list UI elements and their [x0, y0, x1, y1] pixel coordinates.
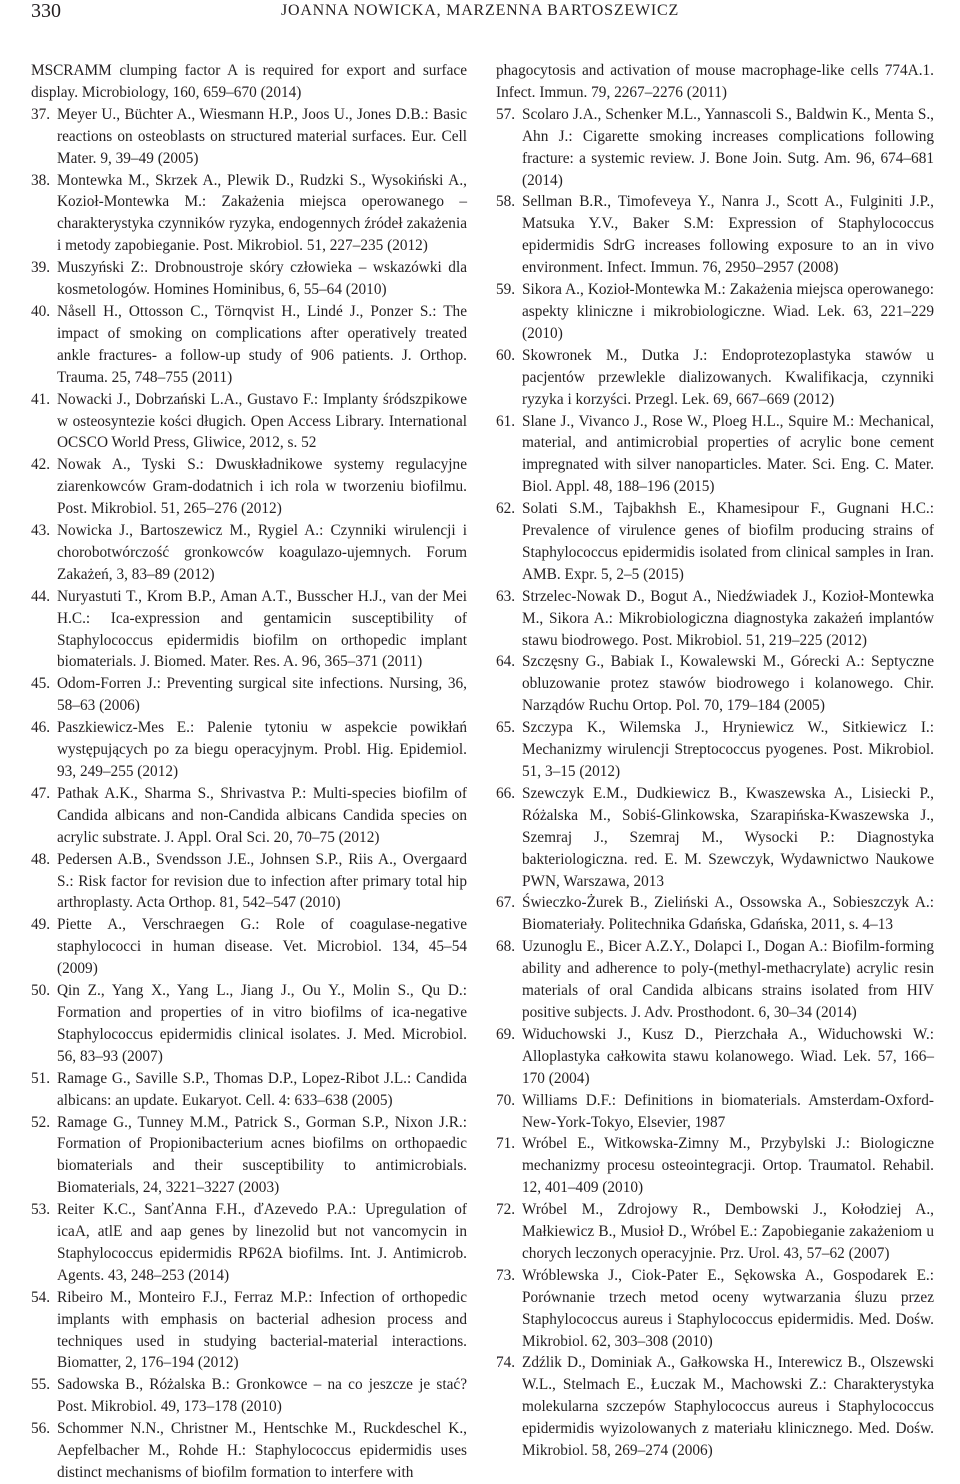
reference-text: Szczypa K., Wilemska J., Hryniewicz W., Sitkiewicz I.: Mechanizmy wirulencji Streptococcus pyogenes. Post. Mikrobiol. 51, 3–15 (2012)	[522, 719, 934, 780]
reference-text: Ramage G., Saville S.P., Thomas D.P., Lopez-Ribot J.L.: Candida albicans: an update. Eukaryot. Cell. 4: 633–638 (2005)	[57, 1069, 467, 1109]
reference-item	[496, 1133, 934, 1199]
reference-item	[31, 520, 467, 586]
reference-text: MSCRAMM clumping factor A is required for export and surface display. Microbiology, 160, 659–670 (2014)	[31, 62, 467, 101]
reference-number: 58.	[496, 193, 516, 211]
reference-item	[496, 1265, 934, 1353]
reference-number: 69.	[496, 1025, 516, 1043]
reference-item	[31, 586, 467, 674]
reference-number: 64.	[496, 653, 516, 671]
reference-item	[31, 849, 467, 915]
reference-text: Świeczko-Żurek B., Zieliński A., Ossowska A., Sobieszczyk A.: Biomateriały. Politechnika Gdańska, Gdańska, 2011, s. 4–13	[522, 894, 934, 934]
reference-item	[31, 389, 467, 455]
reference-text: Wróbel M., Zdrojowy R., Dembowski J., Kołodziej A., Małkiewicz B., Musioł D., Wróbel E.: Zapobieganie zakażeniom u chorych leczonych operacyjnie. Prz. Urol. 43, 57–62 (2007)	[522, 1201, 934, 1262]
reference-item	[31, 1287, 467, 1375]
reference-number: 40.	[31, 302, 51, 320]
reference-item	[31, 717, 467, 783]
reference-text: Wróbel E., Witkowska-Zimny M., Przybylski J.: Biologiczne mechanizmy procesu osteointegracji. Ortop. Traumatol. Rehabil. 12, 401–409 (2010)	[522, 1135, 934, 1197]
reference-text: Nowacki J., Dobrzański L.A., Gustavo F.: Implanty śródszpikowe w osteosyntezie kości długich. Open Access Library. International OCSCO World Press, Gliwice, 2012, s. 52	[57, 390, 467, 452]
reference-item	[31, 1199, 467, 1287]
reference-text: Nuryastuti T., Krom B.P., Aman A.T., Busscher H.J., van der Mei H.C.: Ica-expression and gentamicin susceptibility of Staphylococcus epidermidis biofilm on orthopedic implant biomaterials. J. Biomed. Mater. Res. A. 96, 365–371 (2011)	[57, 587, 467, 671]
reference-number: 61.	[496, 412, 516, 430]
reference-text: Odom-Forren J.: Preventing surgical site infections. Nursing, 36, 58–63 (2006)	[57, 675, 467, 715]
reference-number: 46.	[31, 719, 51, 737]
reference-number: 65.	[496, 719, 516, 737]
reference-number: 63.	[496, 587, 516, 605]
reference-text: Nowicka J., Bartoszewicz M., Rygiel A.: Czynniki wirulencji i chorobotwórczość gronkowców koagulazo-ujemnych. Forum Zakażeń, 3, 83–89 (2012)	[57, 522, 467, 583]
reference-item	[496, 498, 934, 586]
reference-item	[496, 1090, 934, 1134]
reference-item	[31, 170, 467, 258]
reference-text: Pedersen A.B., Svendsson J.E., Johnsen S.P., Riis A., Overgaard S.: Risk factor for revision due to infection after primary total hip arthroplasty. Acta Orthop. 81, 542–547 (2010)	[57, 850, 467, 912]
reference-number: 49.	[31, 916, 51, 934]
reference-item	[31, 1374, 467, 1418]
reference-item	[496, 279, 934, 345]
reference-item	[31, 1112, 467, 1200]
reference-text: Meyer U., Büchter A., Wiesmann H.P., Joos U., Jones D.B.: Basic reactions on osteoblasts on structured material surfaces. Eur. Cell Mater. 9, 39–49 (2005)	[57, 105, 467, 167]
page-number: 330	[31, 0, 61, 22]
reference-item	[496, 411, 934, 499]
reference-number: 56.	[31, 1420, 51, 1438]
reference-item	[496, 345, 934, 411]
reference-number: 60.	[496, 346, 516, 364]
reference-item	[496, 586, 934, 652]
reference-item	[496, 936, 934, 1024]
reference-number: 71.	[496, 1135, 516, 1153]
reference-text: Sadowska B., Różalska B.: Gronkowce – na co jeszcze je stać? Post. Mikrobiol. 49, 173–178 (2010)	[57, 1376, 467, 1416]
reference-text: Szewczyk E.M., Dudkiewicz B., Kwaszewska A., Lisiecki P., Różalska M., Sobiś-Glinkowska, Szarapińska-Kwaszewska J., Szemraj J., Szemraj M., Wysocki P.: Diagnostyka bakteriologiczna. red. E. M. Szewczyk, Wydawnictwo Naukowe PWN, Warszawa, 2013	[522, 784, 934, 890]
reference-number: 55.	[31, 1376, 51, 1394]
reference-text: Schommer N.N., Christner M., Hentschke M., Ruckdeschel K., Aepfelbacher M., Rohde H.: Staphylococcus epidermidis uses distinct mechanisms of biofilm formation to interfere with	[57, 1420, 467, 1481]
reference-item	[31, 673, 467, 717]
reference-number: 59.	[496, 281, 516, 299]
reference-item	[496, 651, 934, 717]
reference-number: 45.	[31, 675, 51, 693]
reference-number: 43.	[31, 522, 51, 540]
reference-text: Uzunoglu E., Bicer A.Z.Y., Dolapci I., Dogan A.: Biofilm-forming ability and adherence to poly-(methyl-methacrylate) acrylic resin materials of oral Candida albicans strains isolated from HIV positive subjects. J. Adv. Prosthodont. 6, 30–34 (2014)	[522, 938, 934, 1021]
reference-number: 66.	[496, 784, 516, 802]
reference-item	[31, 980, 467, 1068]
reference-number: 39.	[31, 259, 51, 277]
reference-item	[496, 1352, 934, 1462]
reference-number: 73.	[496, 1266, 516, 1284]
reference-text: Wróblewska J., Ciok-Pater E., Sękowska A., Gospodarek E.: Porównanie trzech metod oceny wytwarzania śluzu przez Staphylococcus aureus i Staphylococcus epidermidis. Med. Dośw. Mikrobiol. 62, 303–308 (2010)	[522, 1266, 934, 1350]
reference-number: 70.	[496, 1091, 516, 1109]
reference-number: 62.	[496, 500, 516, 518]
reference-number: 68.	[496, 938, 516, 956]
reference-text: Widuchowski J., Kusz D., Pierzchała A., Widuchowski W.: Alloplastyka całkowita stawu kolanowego. Wiad. Lek. 57, 166–170 (2004)	[522, 1025, 934, 1087]
reference-text: Paszkiewicz-Mes E.: Palenie tytoniu w aspekcie powikłań występujących po za biegu operacyjnym. Probl. Hig. Epidemiol. 93, 249–255 (2012)	[57, 719, 467, 780]
reference-text: Piette A., Verschraegen G.: Role of coagulase-negative staphylococci in human disease. Vet. Microbiol. 134, 45–54 (2009)	[57, 916, 467, 978]
reference-text: Montewka M., Skrzek A., Plewik D., Rudzki S., Wysokiński A., Kozioł-Montewka M.: Zakażenia miejsca operowanego – charakterystyka czynników ryzyka, endogennych źródeł zakażenia i metody zapobieganie. Post. Mikrobiol. 51, 227–235 (2012)	[57, 171, 467, 255]
reference-item	[496, 1199, 934, 1265]
reference-text: Nowak A., Tyski S.: Dwuskładnikowe systemy regulacyjne ziarenkowców Gram-dodatnich i ich rola w tworzeniu biofilmu. Post. Mikrobiol. 51, 265–276 (2012)	[57, 456, 467, 518]
references-left-column	[31, 60, 467, 1484]
reference-item	[31, 454, 467, 520]
reference-item	[31, 783, 467, 849]
reference-text: Sikora A., Kozioł-Montewka M.: Zakażenia miejsca operowanego: aspekty kliniczne i mikrobiologiczne. Wiad. Lek. 63, 221–229 (2010)	[522, 281, 934, 342]
reference-number: 51.	[31, 1069, 51, 1087]
reference-text: Slane J., Vivanco J., Rose W., Ploeg H.L., Squire M.: Mechanical, material, and antimicrobial properties of acrylic bone cement impregnated with silver nanoparticles. Mater. Sci. Eng. C. Mater. Biol. Appl. 48, 188–196 (2015)	[522, 412, 934, 496]
reference-number: 41.	[31, 390, 51, 408]
reference-text: Skowronek M., Dutka J.: Endoprotezoplastyka stawów u pacjentów przewlekle dializowanych. Kwalifikacja, czynniki ryzyka i korzyści. Przegl. Lek. 69, 667–669 (2012)	[522, 346, 934, 408]
reference-text: Ribeiro M., Monteiro F.J., Ferraz M.P.: Infection of orthopedic implants with emphasis on bacterial adhesion process and techniques used in studying bacterial-material interactions. Biomatter, 2, 176–194 (2012)	[57, 1288, 467, 1372]
reference-text: Muszyński Z:. Drobnoustroje skóry człowieka – wskazówki dla kosmetologów. Homines Hominibus, 6, 55–64 (2010)	[57, 259, 467, 299]
reference-item	[31, 257, 467, 301]
reference-item	[496, 717, 934, 783]
reference-text: Ramage G., Tunney M.M., Patrick S., Gorman S.P., Nixon J.R.: Formation of Propionibacterium acnes biofilms on orthopaedic biomaterials and their susceptibility to antimicrobials. Biomaterials, 24, 3221–3227 (2003)	[57, 1113, 467, 1197]
reference-number: 54.	[31, 1288, 51, 1306]
reference-item	[31, 301, 467, 389]
reference-number: 44.	[31, 587, 51, 605]
reference-text: Scolaro J.A., Schenker M.L., Yannascoli S., Baldwin K., Menta S., Ahn J.: Cigarette smoking increases complications following fracture: a systemic review. J. Bone Join. Sutg. Am. 96, 674–681 (2014)	[522, 105, 934, 189]
reference-number: 67.	[496, 894, 516, 912]
reference-item	[496, 1024, 934, 1090]
reference-number: 38.	[31, 171, 51, 189]
reference-text: Szczęsny G., Babiak I., Kowalewski M., Górecki A.: Septyczne obluzowanie protez stawów biodrowego i kolanowego. Chir. Narządów Ruchu Ortop. Pol. 70, 179–184 (2005)	[522, 653, 934, 715]
reference-item	[31, 914, 467, 980]
reference-item	[31, 60, 467, 104]
reference-item	[496, 783, 934, 893]
reference-number: 37.	[31, 105, 51, 123]
reference-text: Qin Z., Yang X., Yang L., Jiang J., Ou Y., Molin S., Qu D.: Formation and properties of in vitro biofilms of ica-negative Staphylococcus epidermidis clinical isolates. J. Med. Microbiol. 56, 83–93 (2007)	[57, 982, 467, 1065]
reference-number: 47.	[31, 784, 51, 802]
reference-text: Nåsell H., Ottosson C., Törnqvist H., Lindé J., Ponzer S.: The impact of smoking on complications after operatively treated ankle fractures- a follow-up study of 906 patients. J. Orthop. Trauma. 25, 748–755 (2011)	[57, 302, 467, 386]
reference-text: Strzelec-Nowak D., Bogut A., Niedźwiadek J., Kozioł-Montewka M., Sikora A.: Mikrobiologiczna diagnostyka zakażeń implantów stawu biodrowego. Post. Mikrobiol. 51, 219–225 (2012)	[522, 587, 934, 649]
reference-text: Solati S.M., Tajbakhsh E., Khamesipour F., Gugnani H.C.: Prevalence of virulence genes of biofilm producing strains of Staphylococcus epidermidis isolated from clinical samples in Iran. AMB. Expr. 5, 2–5 (2015)	[522, 500, 934, 583]
reference-item	[496, 60, 934, 104]
reference-number: 52.	[31, 1113, 51, 1131]
reference-item	[31, 1418, 467, 1484]
reference-number: 74.	[496, 1354, 516, 1372]
reference-item	[496, 892, 934, 936]
reference-item	[31, 1068, 467, 1112]
page-header	[0, 0, 960, 40]
references-right-column	[496, 60, 934, 1462]
reference-text: phagocytosis and activation of mouse macrophage-like cells 774A.1. Infect. Immun. 79, 2267–2276 (2011)	[496, 62, 934, 101]
reference-text: Reiter K.C., SanťAnna F.H., ďAzevedo P.A.: Upregulation of icaA, atlE and aap genes by linezolid but not vancomycin in Staphylococcus epidermidis RP62A biofilms. Int. J. Antimicrob. Agents. 43, 248–253 (2014)	[57, 1201, 467, 1284]
running-head: JOANNA NOWICKA, MARZENNA BARTOSZEWICZ	[280, 2, 680, 19]
reference-number: 53.	[31, 1201, 51, 1219]
reference-text: Williams D.F.: Definitions in biomaterials. Amsterdam-Oxford-New-York-Tokyo, Elsevier, 1987	[522, 1091, 934, 1131]
reference-number: 48.	[31, 850, 51, 868]
reference-text: Zdźlik D., Dominiak A., Gałkowska H., Interewicz B., Olszewski W.L., Stelmach E., Łuczak M., Machowski Z.: Charakterystyka molekularna szczepów Staphylococcus aureus i Staphylococcus epidermidis wyizolowanych z materiału klinicznego. Med. Dośw. Mikrobiol. 58, 269–274 (2006)	[522, 1354, 934, 1460]
reference-item	[496, 104, 934, 192]
reference-number: 72.	[496, 1201, 516, 1219]
reference-item	[496, 191, 934, 279]
reference-item	[31, 104, 467, 170]
reference-number: 50.	[31, 982, 51, 1000]
reference-number: 42.	[31, 456, 51, 474]
reference-text: Sellman B.R., Timofeveya Y., Nanra J., Scott A., Fulginiti J.P., Matsuka Y.V., Baker S.M: Expression of Staphylococcus epidermidis SdrG increases following exposure to an in vivo environment. Infect. Immun. 76, 2950–2957 (2008)	[522, 193, 934, 277]
reference-text: Pathak A.K., Sharma S., Shrivastva P.: Multi-species biofilm of Candida albicans and non-Candida albicans Candida species on acrylic substrate. J. Appl. Oral Sci. 20, 70–75 (2012)	[57, 784, 467, 846]
reference-number: 57.	[496, 105, 516, 123]
